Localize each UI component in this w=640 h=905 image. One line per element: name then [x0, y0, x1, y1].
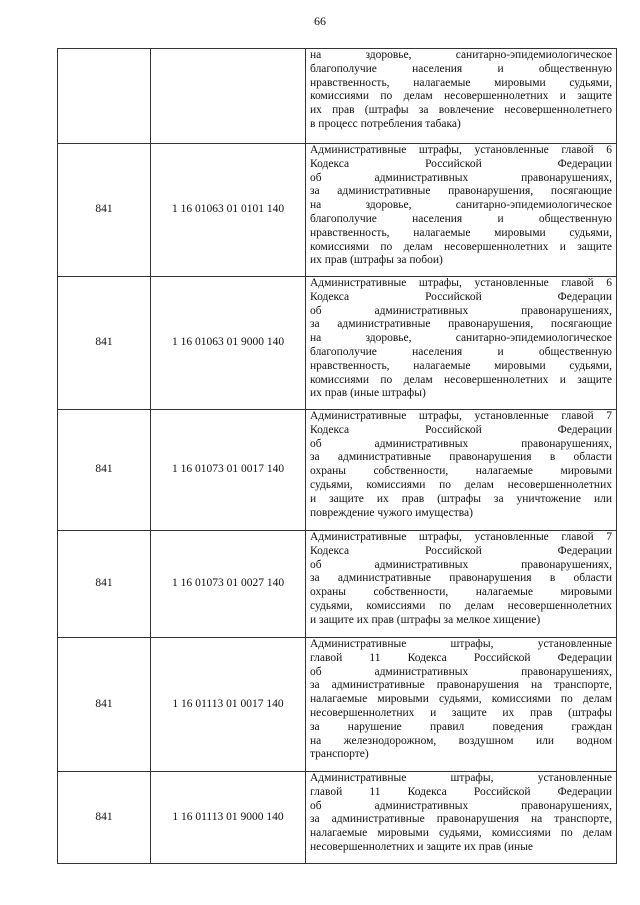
- page-number: 66: [314, 14, 326, 28]
- description-line: повреждение чужого имущества): [310, 506, 473, 519]
- description-line: за административные правонарушения на транспорте,: [310, 679, 612, 692]
- cell-admin-code: 841: [58, 638, 151, 772]
- description-line: Кодекса Российской Федерации: [310, 423, 612, 436]
- description-line: за нарушение правил поведения граждан: [310, 720, 612, 733]
- cell-kbk-code: 1 16 01073 01 0017 140: [151, 410, 306, 531]
- cell-description: [306, 531, 617, 638]
- description-line: за административные правонарушения на транспорте,: [310, 813, 612, 826]
- cell-kbk-code: 1 16 01063 01 0101 140: [151, 144, 306, 277]
- description-line: комиссиями по делам несовершеннолетних и защите: [310, 373, 612, 386]
- description-line: их прав (штрафы за вовлечение несовершеннолетнего: [310, 104, 612, 117]
- description-line: за административные правонарушения, посягающие: [310, 185, 612, 198]
- description-line: налагаемые мировыми судьями, комиссиями по делам: [310, 693, 612, 706]
- cell-admin-code: 841: [58, 410, 151, 531]
- description-line: Административные штрафы, установленные главой 7: [310, 531, 612, 543]
- description-line: и защите их прав (штрафы за мелкое хищение): [310, 613, 541, 626]
- cell-kbk-code: 1 16 01063 01 9000 140: [151, 277, 306, 410]
- description-line: благополучие населения и общественную: [310, 212, 612, 225]
- description-line: их прав (иные штрафы): [310, 387, 426, 400]
- description-line: об административных правонарушениях,: [310, 558, 612, 571]
- description-line: благополучие населения и общественную: [310, 62, 612, 75]
- description-line: на здоровье, санитарно-эпидемиологическое: [310, 49, 612, 61]
- description-line: Административные штрафы, установленные: [310, 638, 612, 650]
- description-line: об административных правонарушениях,: [310, 437, 612, 450]
- classification-table: [57, 48, 617, 864]
- description-line: об административных правонарушениях,: [310, 171, 612, 184]
- description-line: Административные штрафы, установленные главой 6: [310, 144, 612, 156]
- cell-description: [306, 277, 617, 410]
- description-line: на здоровье, санитарно-эпидемиологическое: [310, 199, 612, 212]
- description-line: Кодекса Российской Федерации: [310, 157, 612, 170]
- description-line: нравственность, налагаемые мировыми судьями,: [310, 359, 612, 372]
- description-line: нравственность, налагаемые мировыми судьями,: [310, 76, 612, 89]
- table-row: [58, 531, 617, 638]
- cell-description: [306, 772, 617, 864]
- description-line: об административных правонарушениях,: [310, 304, 612, 317]
- table-row: [58, 49, 617, 144]
- description-line: и защите их прав (штрафы за уничтожение или: [310, 492, 612, 505]
- cell-admin-code: 841: [58, 531, 151, 638]
- cell-kbk-code: [151, 49, 306, 144]
- description-line: на здоровье, санитарно-эпидемиологическое: [310, 332, 612, 345]
- description-line: транспорте): [310, 748, 369, 761]
- description-line: главой 11 Кодекса Российской Федерации: [310, 651, 612, 664]
- description-line: их прав (штрафы за побои): [310, 254, 443, 267]
- description-line: об административных правонарушениях,: [310, 665, 612, 678]
- cell-admin-code: 841: [58, 144, 151, 277]
- description-line: охраны собственности, налагаемые мировыми: [310, 586, 612, 599]
- cell-description: [306, 410, 617, 531]
- cell-admin-code: 841: [58, 277, 151, 410]
- description-line: комиссиями по делам несовершеннолетних и защите: [310, 90, 612, 103]
- description-line: об административных правонарушениях,: [310, 799, 612, 812]
- cell-description: [306, 144, 617, 277]
- cell-kbk-code: 1 16 01113 01 9000 140: [151, 772, 306, 864]
- description-line: несовершеннолетних и защите их прав (иные: [310, 840, 534, 853]
- table-row: [58, 410, 617, 531]
- cell-kbk-code: 1 16 01113 01 0017 140: [151, 638, 306, 772]
- table-row: [58, 277, 617, 410]
- description-line: Административные штрафы, установленные главой 6: [310, 277, 612, 289]
- description-line: Административные штрафы, установленные: [310, 772, 612, 784]
- description-line: нравственность, налагаемые мировыми судьями,: [310, 226, 612, 239]
- table-row: [58, 638, 617, 772]
- description-line: Кодекса Российской Федерации: [310, 290, 612, 303]
- description-line: за административные правонарушения в области: [310, 572, 612, 585]
- cell-description: [306, 49, 617, 144]
- description-line: Кодекса Российской Федерации: [310, 544, 612, 557]
- description-line: судьями, комиссиями по делам несовершеннолетних: [310, 478, 612, 491]
- table-row: [58, 144, 617, 277]
- cell-description: [306, 638, 617, 772]
- description-line: за административные правонарушения, посягающие: [310, 318, 612, 331]
- cell-admin-code: [58, 49, 151, 144]
- cell-kbk-code: 1 16 01073 01 0027 140: [151, 531, 306, 638]
- description-line: благополучие населения и общественную: [310, 345, 612, 358]
- description-line: несовершеннолетних и защите их прав (штрафы: [310, 706, 612, 719]
- table-row: [58, 772, 617, 864]
- description-line: в процесс потребления табака): [310, 117, 461, 130]
- description-line: главой 11 Кодекса Российской Федерации: [310, 785, 612, 798]
- cell-admin-code: 841: [58, 772, 151, 864]
- description-line: за административные правонарушения в области: [310, 451, 612, 464]
- description-line: налагаемые мировыми судьями, комиссиями по делам: [310, 827, 612, 840]
- description-line: комиссиями по делам несовершеннолетних и защите: [310, 240, 612, 253]
- description-line: судьями, комиссиями по делам несовершеннолетних: [310, 599, 612, 612]
- description-line: Административные штрафы, установленные главой 7: [310, 410, 612, 422]
- description-line: на железнодорожном, воздушном или водном: [310, 734, 612, 747]
- description-line: охраны собственности, налагаемые мировыми: [310, 465, 612, 478]
- table-body: [58, 49, 617, 864]
